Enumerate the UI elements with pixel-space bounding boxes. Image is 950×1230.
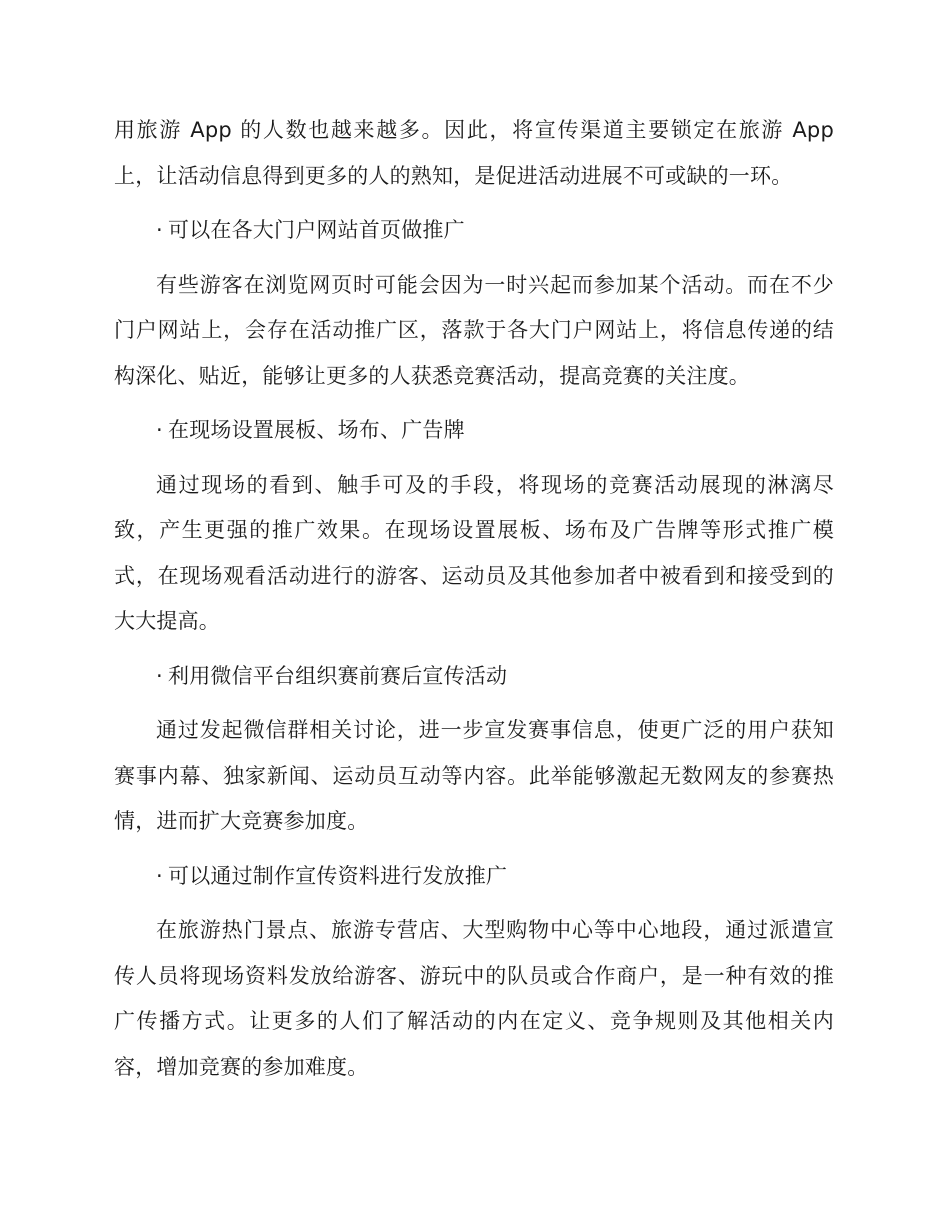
paragraph-print-materials: 在旅游热门景点、旅游专营店、大型购物中心等中心地段，通过派遣宣传人员将现场资料发放给游客、游玩中的队员或合作商户，是一种有效的推广传播方式。让更多的人们了解活动的内在定义、竞争规则及其他相关内容，增加竞赛的参加难度。 <box>114 918 834 1079</box>
bullet-print-materials <box>114 854 834 900</box>
bullet-text: 可以通过制作宣传资料进行发放推广 <box>168 863 508 888</box>
bullet-text: 在现场设置展板、场布、广告牌 <box>168 418 465 442</box>
bullet-portal-promotion <box>114 208 834 254</box>
bullet-dot: · <box>156 863 163 888</box>
bullet-text: 可以在各大门户网站首页做推广 <box>168 218 465 242</box>
bullet-dot: · <box>156 218 163 242</box>
bullet-dot: · <box>156 418 163 442</box>
document-page <box>114 108 834 1099</box>
paragraph-onsite-boards: 通过现场的看到、触手可及的手段，将现场的竞赛活动展现的淋漓尽致，产生更强的推广效果。在现场设置展板、场布及广告牌等形式推广模式，在现场观看活动进行的游客、运动员及其他参加者中被看到和接受到的大大提高。 <box>114 472 834 633</box>
bullet-wechat-promotion <box>114 654 834 700</box>
bullet-dot: · <box>156 663 163 688</box>
paragraph-app-channel: 用旅游 App 的人数也越来越多。因此，将宣传渠道主要锁定在旅游 App 上，让活动信息得到更多的人的熟知，是促进活动进展不可或缺的一环。 <box>114 118 834 188</box>
paragraph-portal-promotion: 有些游客在浏览网页时可能会因为一时兴起而参加某个活动。而在不少门户网站上，会存在活动推广区，落款于各大门户网站上，将信息传递的结构深化、贴近，能够让更多的人获悉竞赛活动，提高竞赛的关注度。 <box>114 272 834 388</box>
bullet-text: 利用微信平台组织赛前赛后宣传活动 <box>168 663 508 688</box>
bullet-onsite-boards <box>114 408 834 454</box>
paragraph-wechat-promotion: 通过发起微信群相关讨论，进一步宣发赛事信息，使更广泛的用户获知赛事内幕、独家新闻、运动员互动等内容。此举能够激起无数网友的参赛热情，进而扩大竞赛参加度。 <box>114 718 834 833</box>
